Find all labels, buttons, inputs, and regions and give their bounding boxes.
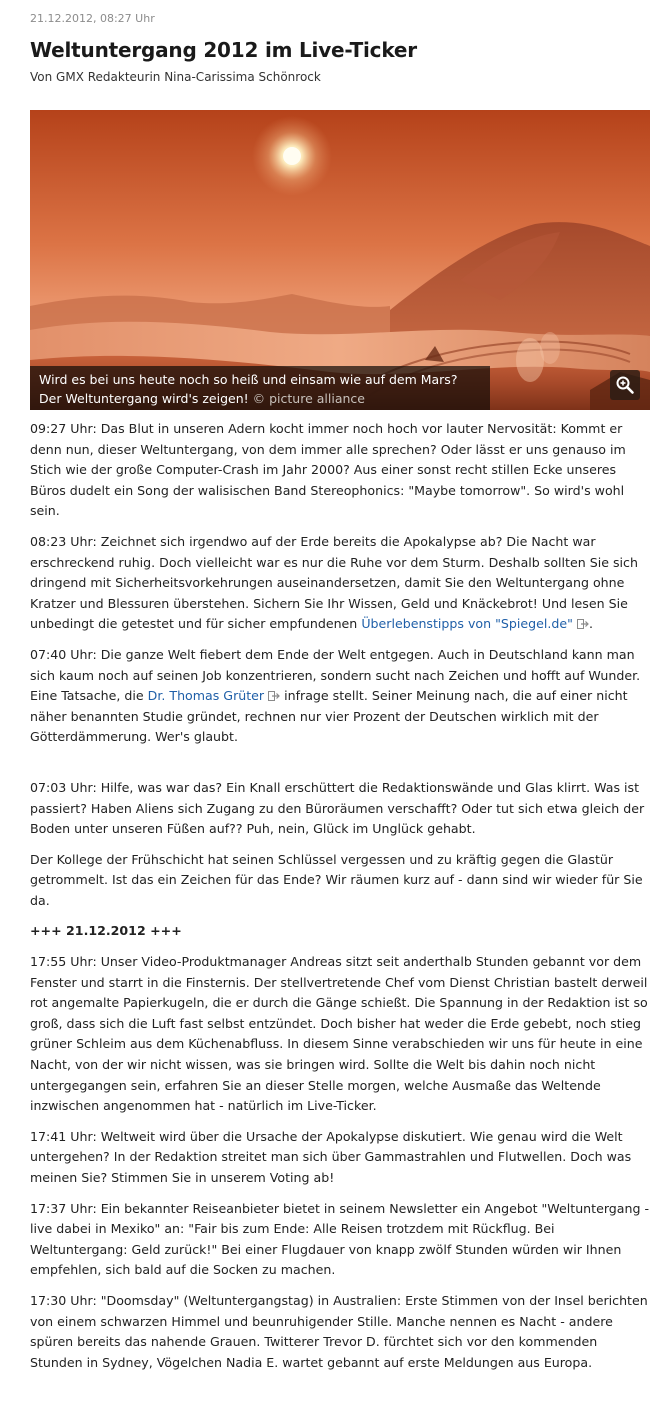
- caption-line-2: Der Weltuntergang wird's zeigen!: [39, 391, 249, 406]
- ticker-entry-0823-end: .: [588, 616, 593, 632]
- magnifier-plus-icon: [615, 375, 635, 395]
- ticker-entry-0740-text-b: infrage stellt. Seiner Meinung nach, die auf einer nicht näher benannten Studie gründet, rechnen nur vier Prozent der Deutschen wirklich mit der Götterdämmerung. Wer's glaubt.: [30, 688, 628, 745]
- day-marker: +++ 21.12.2012 +++: [30, 923, 182, 939]
- hero-image[interactable]: [30, 110, 650, 410]
- ticker-entry-1741: 17:41 Uhr: Weltweit wird über die Ursache der Apokalypse diskutiert. Wie genau wird die Welt untergehen? In der Redaktion streitet man sich über Gammastrahlen und Flutwellen. Doch was meinen Sie? Stimmen Sie in unserem Voting ab!: [30, 1128, 632, 1185]
- ticker-entry-0703: 07:03 Uhr: Hilfe, was war das? Ein Knall erschüttert die Redaktionswände und Glas klirrt. Was ist passiert? Haben Aliens sich Zugang zu den Büroräumen verschafft? Oder tut sich etwa gleich der Boden unter unseren Füßen auf?? Puh, nein, Glück im Unglück gehabt.: [30, 779, 645, 837]
- mars-landscape-image: [30, 110, 650, 410]
- survival-tips-link[interactable]: Überlebenstipps von "Spiegel.de": [361, 616, 589, 631]
- thomas-grueter-link[interactable]: Dr. Thomas Grüter: [148, 688, 280, 703]
- publish-date: 21.12.2012, 08:27 Uhr: [30, 12, 155, 25]
- page-title: Weltuntergang 2012 im Live-Ticker: [30, 38, 417, 62]
- ticker-entry-1755: 17:55 Uhr: Unser Video-Produktmanager Andreas sitzt seit anderthalb Stunden gebannt vor dem Fenster und starrt in die Finsternis. Der stellvertretende Chef vom Dienst Christian bastelt derweil rot angemalte Papierkugeln, die er durch die Gänge schießt. Die Spannung in der Redaktion ist so groß, dass sich die Luft fast selbst entzündet. Doch bisher hat weder die Erde gebebt, noch stieg grüner Schleim aus dem Küchenabfluss. In diesem Sinne verabschieden wir uns für heute in eine Nacht, von der wir nicht wissen, was sie bringen wird. Sollte die Welt bis dahin noch nicht untergegangen sein, erfahren Sie an dieser Stelle morgen, welche Ausmaße das Weltende inzwischen angenommen hat - natürlich im Live-Ticker.: [30, 954, 648, 1114]
- zoom-button[interactable]: [610, 370, 640, 400]
- ticker-entry-0740-text-a: 07:40 Uhr: Die ganze Welt fiebert dem Ende der Welt entgegen. Auch in Deutschland kann man sich kaum noch auf seinen Job konzentrieren, sondern sucht nach Zeichen und hofft auf Wunder. Eine Tatsache, die: [30, 646, 641, 704]
- ticker-entry-0703-followup: Der Kollege der Frühschicht hat seinen Schlüssel vergessen und zu kräftig gegen die Glastür getrommelt. Ist das ein Zeichen für das Ende? Wir räumen kurz auf - dann sind wir wieder für Sie da.: [30, 851, 643, 908]
- ticker-entry-1737: 17:37 Uhr: Ein bekannter Reiseanbieter bietet in seinem Newsletter ein Angebot "Weltuntergang - live dabei in Mexiko" an: "Fair bis zum Ende: Alle Reisen trotzdem mit Rückflug. Bei Weltuntergang: Geld zurück!" Bei einer Flugdauer von knapp zwölf Stunden würden wir Ihnen empfehlen, sich bald auf die Socken zu machen.: [30, 1200, 650, 1278]
- image-caption: [30, 366, 490, 410]
- ticker-body: [30, 419, 650, 1383]
- external-link-icon: [268, 691, 280, 701]
- ticker-entry-0823: [30, 532, 650, 635]
- ticker-entry-1730: 17:30 Uhr: "Doomsday" (Weltuntergangstag) in Australien: Erste Stimmen von der Insel berichten von einem schwarzen Himmel und beunruhigender Stille. Manche nennen es Nacht - andere spüren bereits das nahende Grauen. Twitterer Trevor D. fürchtet sich vor den kommenden Stunden in Sydney, Vögelchen Nadia E. wartet gebannt auf erste Meldungen aus Europa.: [30, 1292, 648, 1370]
- ticker-entry-0927: 09:27 Uhr: Das Blut in unseren Adern kocht immer noch hoch vor lauter Nervosität: Kommt er denn nun, dieser Weltuntergang, von dem immer alle sprechen? Oder lässt er uns genauso im Stich wie der große Computer-Crash im Jahr 2000? Aus einer sonst recht stillen Ecke unseres Büros dudelt ein Song der walisischen Band Stereophonics: "Maybe tomorrow". So wird's wohl sein.: [30, 421, 626, 519]
- ticker-entry-0740: [30, 645, 650, 748]
- external-link-icon: [577, 619, 589, 629]
- caption-line-1: Wird es bei uns heute noch so heiß und einsam wie auf dem Mars?: [39, 372, 458, 387]
- photo-credit: © picture alliance: [252, 391, 365, 406]
- ticker-entry-0823-text: 08:23 Uhr: Zeichnet sich irgendwo auf der Erde bereits die Apokalypse ab? Die Nacht war erschreckend ruhig. Doch vielleicht war es nur die Ruhe vor dem Sturm. Deshalb sollten Sie sich dringend mit Sicherheitsvorkehrungen auseinandersetzen, damit Sie den Weltuntergang ohne Kratzer und Blessuren überstehen. Sichern Sie Ihr Wissen, Geld und Knäckebrot! Und lesen Sie unbedingt die getestet und für sicher empfundenen: [30, 533, 638, 632]
- author-line: Von GMX Redakteurin Nina-Carissima Schönrock: [30, 70, 321, 84]
